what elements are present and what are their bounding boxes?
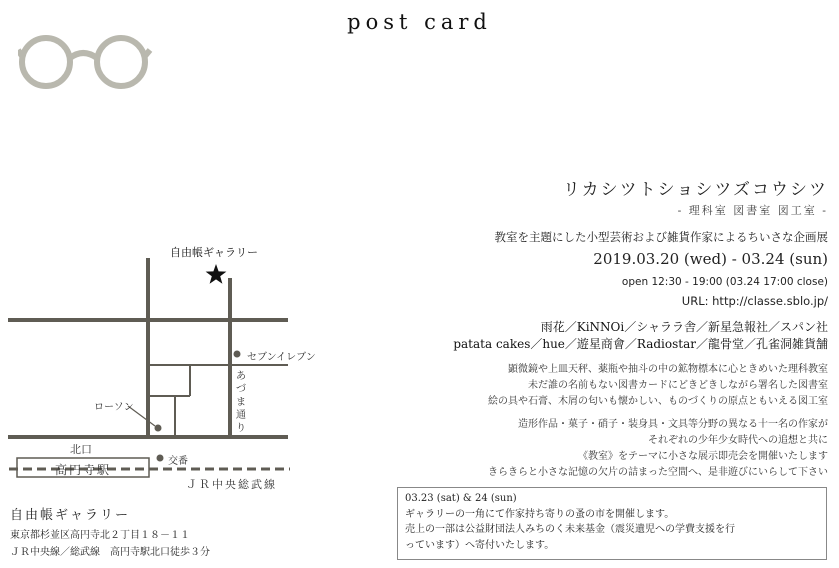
map-gallery-label: 自由帳ギャラリー — [170, 246, 258, 259]
event-subtitle: - 理科室 図書室 図工室 - — [677, 204, 828, 217]
notice-line: ギャラリーの一角にて作家持ち寄りの蚤の市を開催します。 — [405, 508, 675, 520]
event-dates: 2019.03.20 (wed) - 03.24 (sun) — [593, 250, 828, 268]
map-kitaguchi-label: 北口 — [70, 443, 92, 456]
description-line: きらきらと小さな記憶の欠片の詰まった空間へ、是非遊びにいらして下さい — [488, 467, 828, 478]
map-railway-label: ＪＲ中央総武線 — [186, 478, 277, 491]
gallery-name: 自由帳ギャラリー — [10, 508, 131, 523]
event-intro: 教室を主題にした小型芸術および雑貨作家によるちいさな企画展 — [494, 230, 828, 244]
map-station-label: 高円寺駅 — [54, 463, 111, 477]
star-icon — [206, 264, 227, 284]
map-street-label: あづま通り — [236, 371, 246, 434]
gallery-access: ＪＲ中央線／総武線 高円寺駅北口徒歩３分 — [10, 547, 210, 558]
flea-market-notice — [397, 487, 827, 560]
map-seven-eleven-label: セブンイレブン — [247, 352, 316, 363]
description-line: それぞれの少年少女時代への追想と共に — [648, 435, 828, 446]
description-line: 顕微鏡や上皿天秤、薬瓶や抽斗の中の鉱物標本に心ときめいた理科教室 — [508, 364, 828, 375]
description-line: 《教室》をテーマに小さな展示即売会を開催いたします — [578, 451, 828, 462]
glasses-icon — [18, 28, 153, 100]
event-hours: open 12:30 - 19:00 (03.24 17:00 close) — [621, 276, 828, 288]
description-line: 未だ誰の名前もない図書カードにどきどきしながら署名した図書室 — [528, 380, 828, 391]
notice-dates: 03.23 (sat) & 24 (sun) — [405, 493, 517, 504]
map-lawson-label: ローソン — [94, 402, 134, 413]
event-url: URL: http://classe.sblo.jp/ — [681, 294, 828, 308]
event-name: リカシツトショシツズコウシツ — [562, 180, 828, 200]
page-title: post card — [347, 10, 492, 34]
artist-list-line: 雨花／KiNNOi／シャララ舎／新星急報社／スパン社 — [540, 320, 828, 334]
description-line: 造形作品・菓子・硝子・装身具・文具等分野の異なる十一名の作家が — [518, 419, 828, 430]
map-police-box-label: 交番 — [168, 456, 188, 467]
artist-list-line: patata cakes／hue／遊星商會／Radiostar／龍骨堂／孔雀洞雑貨舗 — [453, 337, 828, 351]
notice-line: っています）へ寄付いたします。 — [405, 539, 555, 551]
notice-line: 売上の一部は公益財団法人みちのく未来基金（震災遺児への学費支援を行 — [405, 524, 735, 535]
gallery-address: 東京都杉並区高円寺北２丁目１８－１１ — [10, 530, 190, 541]
description-line: 絵の具や石膏、木屑の匂いも懐かしい、ものづくりの原点ともいえる図工室 — [488, 396, 828, 407]
